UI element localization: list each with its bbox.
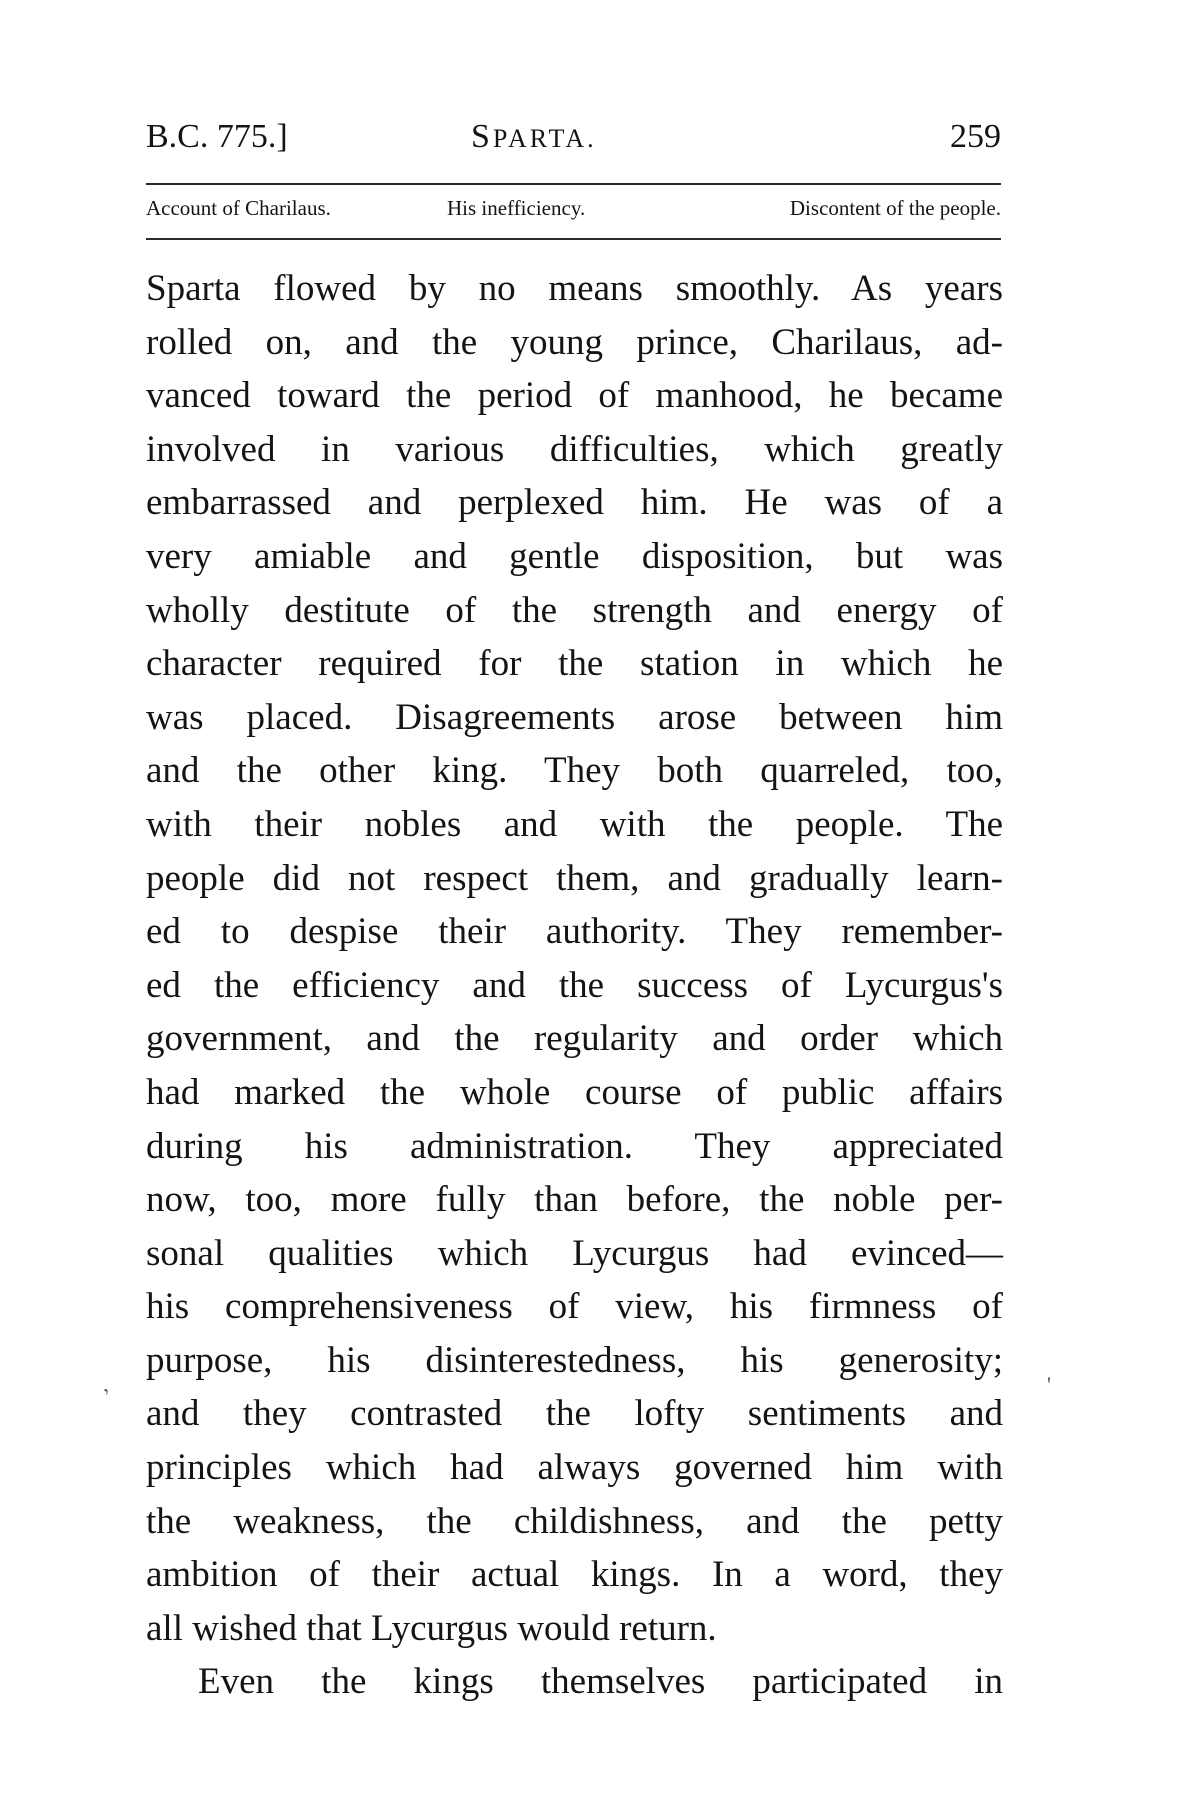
topic-discontent: Discontent of the people. — [789, 196, 1001, 220]
text-line: ambition of their actual kings. In a word, they — [146, 1554, 1003, 1596]
text-line: involved in various difficulties, which greatly — [146, 428, 1003, 470]
text-line: character required for the station in which he — [146, 643, 1003, 685]
text-line: ed to despise their authority. They remember- — [146, 911, 1003, 953]
text-line: his comprehensiveness of view, his firmness of — [146, 1286, 1003, 1328]
text-line: and the other king. They both quarreled, too, — [146, 750, 1003, 792]
text-line: embarrassed and perplexed him. He was of a — [146, 482, 1003, 524]
text-line: the weakness, the childishness, and the petty — [146, 1500, 1003, 1542]
text-line: and they contrasted the lofty sentiments and — [146, 1393, 1003, 1435]
text-line: was placed. Disagreements arose between him — [146, 696, 1003, 738]
text-line: sonal qualities which Lycurgus had evinced— — [146, 1232, 1003, 1274]
text-line: principles which had always governed him with — [146, 1447, 1003, 1489]
text-line: government, and the regularity and order which — [146, 1018, 1003, 1060]
text-line: Sparta flowed by no means smoothly. As years — [146, 268, 1003, 309]
text-line: all wished that Lycurgus would return. — [146, 1607, 717, 1649]
header-title-rest: PARTA. — [492, 124, 597, 153]
header-rule-bottom — [146, 238, 1001, 240]
body-text — [146, 262, 1003, 1709]
text-line: purpose, his disinterestedness, his generosity; — [146, 1339, 1003, 1381]
running-head — [146, 118, 1003, 168]
text-line: with their nobles and with the people. The — [146, 803, 1003, 845]
text-line: now, too, more fully than before, the noble per- — [146, 1179, 1003, 1221]
text-line: Even the kings themselves participated in — [198, 1661, 1003, 1703]
text-line: during his administration. They appreciated — [146, 1125, 1003, 1167]
header-title — [471, 118, 597, 156]
topic-line — [146, 196, 1003, 232]
text-line: people did not respect them, and gradually learn- — [146, 857, 1003, 899]
stray-mark: , — [93, 1372, 112, 1397]
header-title-initial: S — [471, 118, 493, 155]
text-line: ed the efficiency and the success of Lycurgus's — [146, 964, 1003, 1006]
text-line: rolled on, and the young prince, Charilaus, ad- — [146, 321, 1003, 363]
text-line: vanced toward the period of manhood, he became — [146, 375, 1003, 417]
text-line: very amiable and gentle disposition, but was — [146, 535, 1003, 577]
text-line: wholly destitute of the strength and energy of — [146, 589, 1003, 631]
text-line: had marked the whole course of public affairs — [146, 1071, 1003, 1113]
topic-account: Account of Charilaus. — [146, 196, 331, 220]
stray-mark: ' — [1047, 1372, 1051, 1397]
header-rule-top — [146, 183, 1001, 185]
topic-inefficiency: His inefficiency. — [447, 196, 586, 220]
page-number: 259 — [950, 118, 1001, 155]
header-date: B.C. 775.] — [146, 118, 288, 155]
